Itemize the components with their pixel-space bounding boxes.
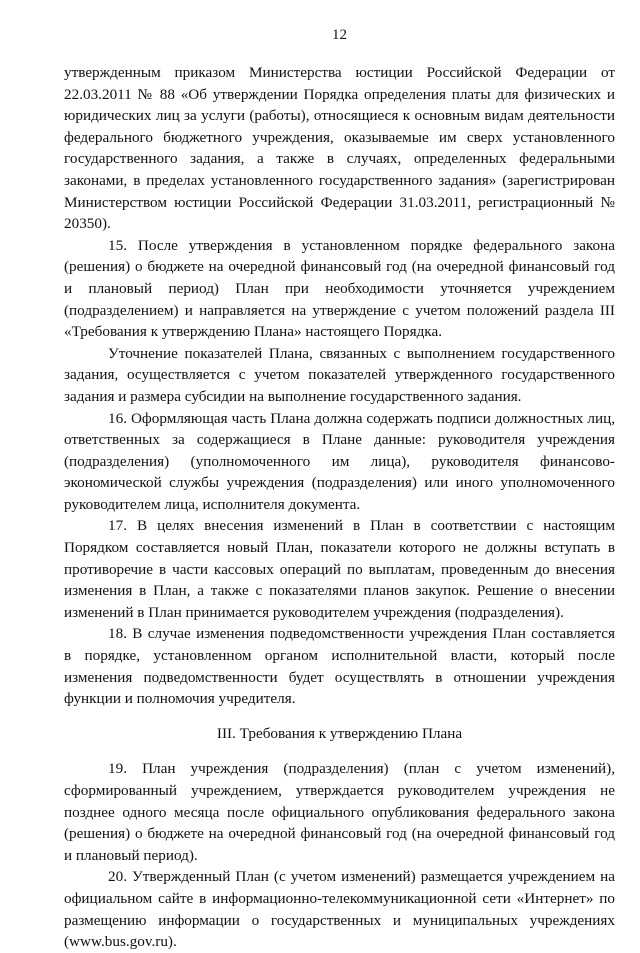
section-heading: III. Требования к утверждению Плана	[216, 724, 463, 742]
paragraph-15: 15. После утверждения в установленном порядке федерального закона (решения) о бюджете на очередной финансовый год (на очередной финансовый год и плановый период) План при необходимости уточняется учреждением (подразделением) и направляется на утверждение с учетом положений раздела III «Требования к утверждению Плана» настоящего Порядка.	[64, 236, 615, 341]
document-body	[64, 62, 615, 953]
paragraph-16: 16. Оформляющая часть Плана должна содержать подписи должностных лиц, ответственных за содержащиеся в Плане данные: руководителя учреждения (подразделения) (уполномоченного им лица), руководителя финансово-экономической службы учреждения (подразделения) или иного уполномоченного руководителем лица, исполнителя документа.	[64, 409, 615, 513]
paragraph-19: 19. План учреждения (подразделения) (план с учетом изменений), сформированный учреждением, утверждается руководителем учреждения не позднее одного месяца после официального опубликования федерального закона (решения) о бюджете на очередной финансовый год (на очередной финансовый год и плановый период).	[64, 760, 615, 864]
paragraph-15-clarification: Уточнение показателей Плана, связанных с выполнением государственного задания, осуществляется с учетом показателей утвержденного государственного задания и размера субсидии на выполнение государственного задания.	[64, 344, 615, 405]
paragraph-18: 18. В случае изменения подведомственности учреждения План составляется в порядке, установленном органом исполнительной власти, который после изменения подведомственности будет осуществлять в отношении учреждения функции и полномочия учредителя.	[64, 625, 615, 708]
paragraph-17: 17. В целях внесения изменений в План в соответствии с настоящим Порядком составляется новый План, показатели которого не должны вступать в противоречие в части кассовых операций по выплатам, проведенным до внесения изменения в План, а также с показателями планов закупок. Решение о внесении изменений в План принимается руководителем учреждения (подразделения).	[64, 517, 615, 621]
paragraph-continuation: утвержденным приказом Министерства юстиции Российской Федерации от 22.03.2011 № 88 «Об утверждении Порядка определения платы для физических и юридических лиц за услуги (работы), относящиеся к основным видам деятельности федерального бюджетного учреждения, оказываемые им сверх установленного государственного задания, а также в случаях, определенных федеральными законами, в пределах установленного государственного задания» (зарегистрирован Министерством юстиции Российской Федерации 31.03.2011, регистрационный № 20350).	[64, 64, 615, 233]
page-number: 12	[332, 27, 347, 43]
paragraph-20: 20. Утвержденный План (с учетом изменений) размещается учреждением на официальном сайте в информационно-телекоммуникационной сети «Интернет» по размещению информации о государственных и муниципальных учреждениях (www.bus.gov.ru).	[64, 868, 615, 951]
